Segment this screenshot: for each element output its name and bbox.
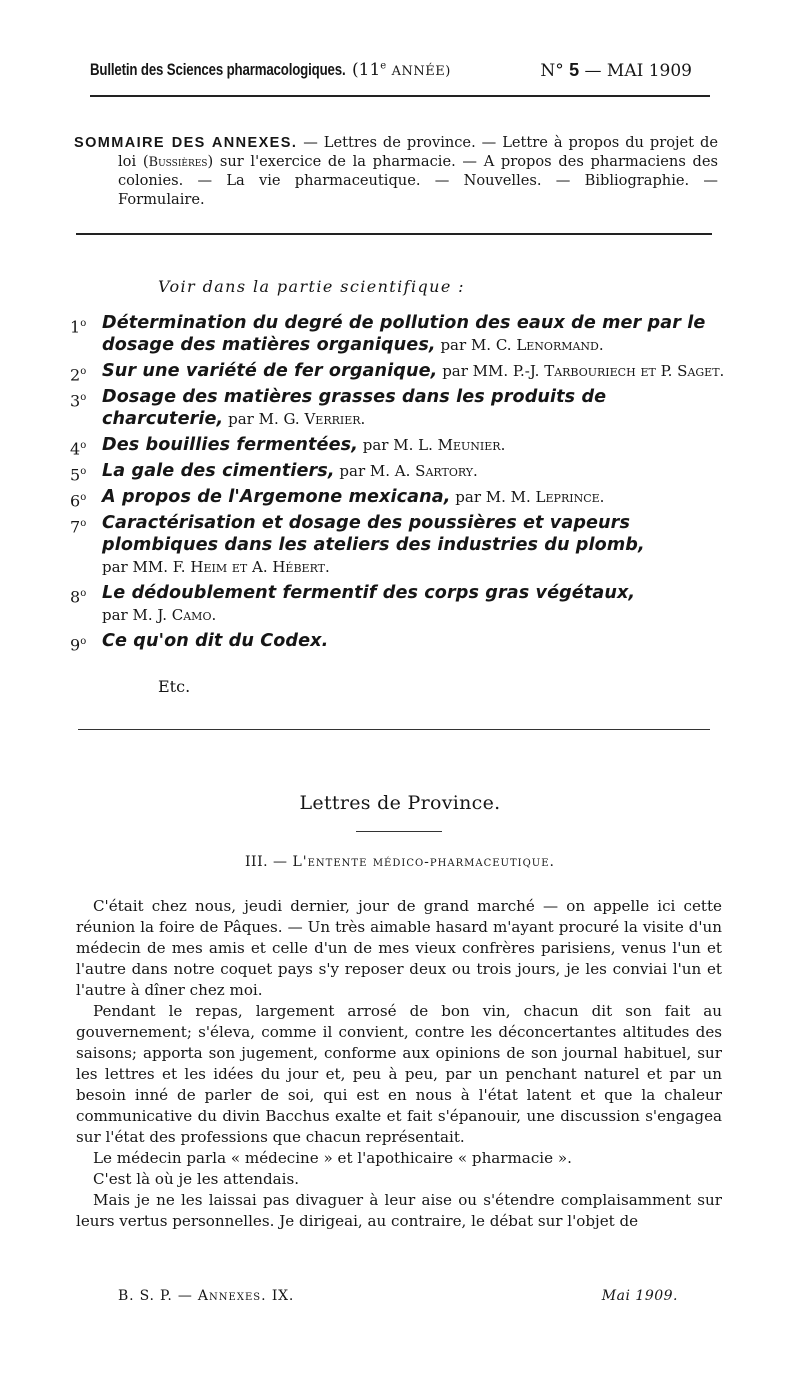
article-title: Ce qu'on dit du Codex. (102, 631, 329, 651)
toc-item-4: 4$^o$ Des bouillies fermentées, par M. L. Meunier. (70, 435, 506, 459)
article-author: par MM. F. Heim et A. Hébert. (102, 558, 330, 576)
article-author: par M. M. Leprince. (450, 488, 605, 506)
article-author: par MM. P.-J. Tarbouriech et P. Saget. (437, 362, 725, 380)
article-title: Le dédoublement fermentif des corps gras végétaux, (102, 583, 636, 603)
article-author: par M. C. Lenormand. (435, 336, 604, 354)
article-title: Des bouillies fermentées, (102, 435, 358, 455)
paragraph: C'était chez nous, jeudi dernier, jour de grand marché — on appelle ici cette réunion la foire de Pâques. — Un très aimable hasard m'ayant procuré la visite d'un médecin de mes amis et celle d'un de mes vieux confrères parisiens, venus l'un et l'autre dans notre coquet pays s'y reposer deux ou trois jours, je les conviai l'un et l'autre à dîner chez moi. (76, 897, 722, 999)
toc-item-6: 6$^o$ A propos de l'Argemone mexicana, par M. M. Leprince. (70, 487, 605, 511)
journal-title: Bulletin des Sciences pharmacologiques. (90, 60, 346, 79)
annex-summary: SOMMAIRE DES ANNEXES. — Lettres de province. — Lettre à propos du projet de loi (Bussières) sur l'exercice de la pharmacie. — A propos des pharmaciens des colonies. — La vie pharmaceutique. — Nouvelles. — Bibliographie. — Formulaire. (74, 134, 718, 208)
volume-year: (11e ANNÉE) (352, 60, 451, 80)
table-of-contents (70, 312, 730, 656)
article-author: par M. L. Meunier. (357, 436, 506, 454)
running-header (90, 60, 710, 86)
summary-lead: SOMMAIRE DES ANNEXES. (74, 135, 298, 151)
article-title: Dosage des matières grasses dans les produits de charcuterie, (102, 387, 607, 429)
toc-item-9: 9$^o$ Ce qu'on dit du Codex. (70, 631, 329, 655)
article-body (76, 896, 722, 1232)
article-title: Caractérisation et dosage des poussières et vapeurs plombiques dans les ateliers des industries du plomb, (102, 513, 645, 555)
toc-etc: Etc. (158, 677, 191, 696)
footer-signature: B. S. P. — Annexes. IX. (118, 1288, 295, 1304)
article-author: par M. J. Camo. (102, 606, 217, 624)
article-title: Détermination du degré de pollution des eaux de mer par le dosage des matières organiques, (102, 313, 706, 355)
paragraph: C'est là où je les attendais. (93, 1170, 299, 1188)
header-rule (90, 95, 710, 97)
paragraph: Mais je ne les laissai pas divaguer à leur aise ou s'étendre complaisamment sur leurs vertus personnelles. Je dirigeai, au contraire, le débat sur l'objet de (76, 1191, 722, 1230)
toc-item-3: 3$^o$ Dosage des matières grasses dans les produits de charcuterie, par M. G. Verrier. (70, 387, 607, 429)
article-author: par M. G. Verrier. (223, 410, 366, 428)
toc-item-2: 2$^o$ Sur une variété de fer organique, par MM. P.-J. Tarbouriech et P. Saget. (70, 361, 725, 385)
summary-rule (76, 233, 712, 235)
article-title: Sur une variété de fer organique, (102, 361, 438, 381)
footer-date: Mai 1909. (601, 1288, 678, 1304)
article-title: A propos de l'Argemone mexicana, (102, 487, 451, 507)
paragraph: Le médecin parla « médecine » et l'apothicaire « pharmacie ». (93, 1149, 572, 1167)
subsection-title: III. — L'entente médico-pharmaceutique. (245, 854, 555, 870)
toc-item-7: 7$^o$ Caractérisation et dosage des poussières et vapeurs plombiques dans les ateliers des industries du plomb, par MM. F. Heim et A. Hébert. (70, 513, 645, 576)
paragraph: Pendant le repas, largement arrosé de bon vin, chacun dit son fait au gouvernement; s'éleva, comme il convient, contre les déconcertantes altitudes des saisons; apporta son jugement, conforme aux opinions de son journal habituel, sur les lettres et les idées du jour et, peu à peu, par un penchant naturel et par un besoin inné de parler de soi, qui est en nous à l'état latent et que la chaleur communicative du divin Bacchus exalte et fait s'épanouir, une discussion s'engagea sur l'état des professions que chacun représentait. (76, 1002, 722, 1146)
scientific-part-intro: Voir dans la partie scientifique : (158, 277, 465, 296)
issue-number: N° 5 — MAI 1909 (540, 60, 692, 81)
article-author: par M. A. Sartory. (334, 462, 478, 480)
section-rule (356, 831, 442, 832)
toc-item-5: 5$^o$ La gale des cimentiers, par M. A. Sartory. (70, 461, 478, 485)
article-title: La gale des cimentiers, (102, 461, 335, 481)
section-title: Lettres de Province. (299, 792, 501, 814)
toc-item-1: 1$^o$ Détermination du degré de pollution des eaux de mer par le dosage des matières organiques, par M. C. Lenormand. (70, 313, 706, 355)
toc-item-8: 8$^o$ Le dédoublement fermentif des corps gras végétaux, par M. J. Camo. (70, 583, 636, 624)
toc-rule (78, 729, 710, 730)
